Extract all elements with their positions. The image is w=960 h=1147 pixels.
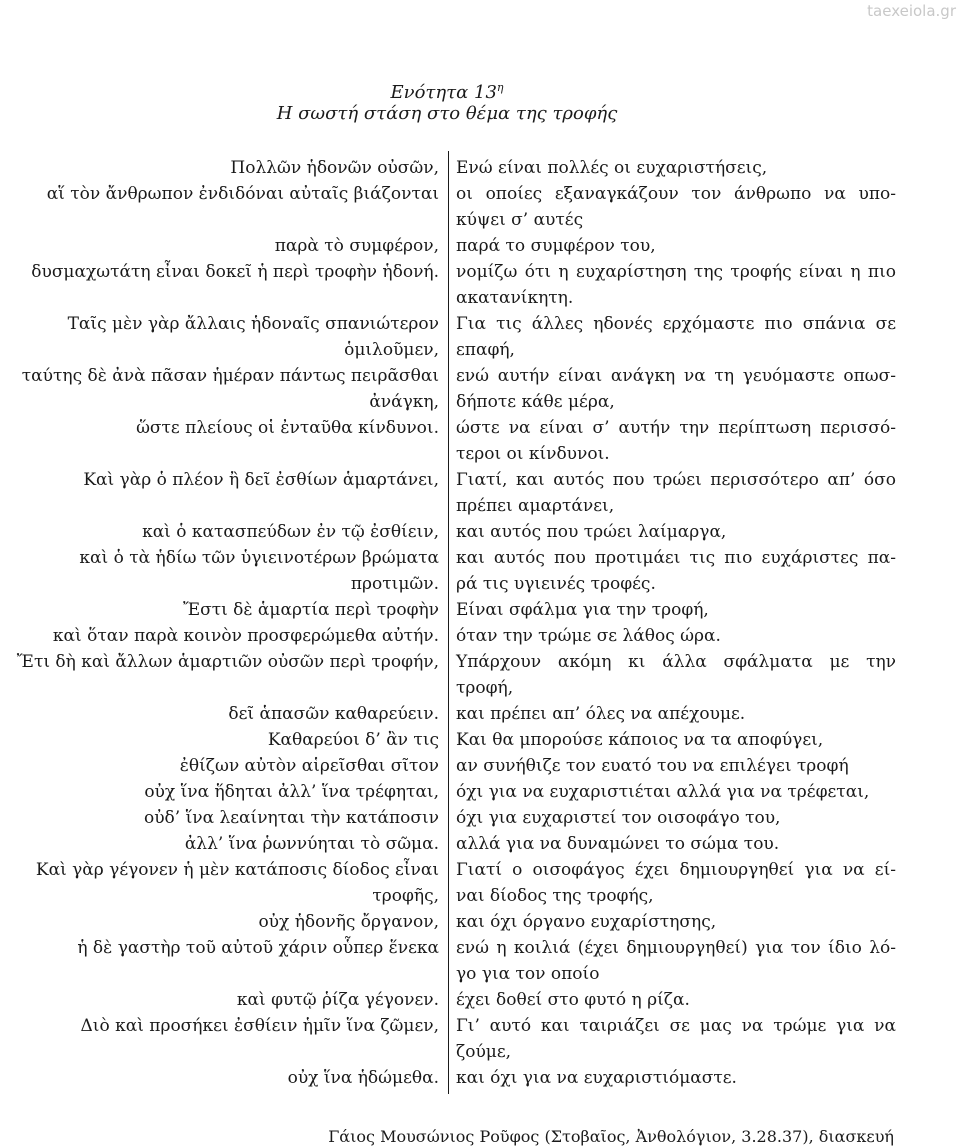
translation-line: όταν την τρώμε σε λάθος ώρα. <box>456 626 721 646</box>
translation-line: όχι για ευχαριστεί τον οισοφάγο του, <box>456 808 781 828</box>
ancient-line: οὐχ ἡδονῆς ὄργανον, <box>258 912 439 932</box>
ancient-line: Καὶ γὰρ ὁ πλέον ἢ δεῖ ἐσθίων ἁμαρτάνει, <box>83 470 439 490</box>
translation-line: δήποτε κάθε μέρα, <box>456 392 615 412</box>
ancient-line: ἀλλ’ ἵνα ῥωννύηται τὸ σῶμα. <box>184 834 439 854</box>
translation-line: όχι για να ευχαριστιέται αλλά για να τρέφεται, <box>456 782 870 802</box>
translation-line: ενώ η κοιλιά (έχει δημιουργηθεί) για τον ίδιο λό- <box>456 938 896 958</box>
translation-line: ακατανίκητη. <box>456 288 574 308</box>
translation-line: και όχι όργανο ευχαρίστησης, <box>456 912 717 932</box>
ancient-line: ἡ δὲ γαστὴρ τοῦ αὐτοῦ χάριν οὗπερ ἕνεκα <box>77 938 439 958</box>
ancient-line: αἵ τὸν ἄνθρωπον ἐνδιδόναι αὐταῖς βιάζονται <box>46 184 439 204</box>
translation-line: οι οποίες εξαναγκάζουν τον άνθρωπο να υπο- <box>456 184 896 204</box>
ancient-line: καὶ ὅταν παρὰ κοινὸν προσφερώμεθα αὐτήν. <box>52 626 439 646</box>
ancient-line: Ἔτι δὴ καὶ ἄλλων ἁμαρτιῶν οὐσῶν περὶ τροφήν, <box>16 652 439 672</box>
ancient-line: Καθαρεύοι δ’ ἂν τις <box>267 730 439 750</box>
translation-line: τροφή, <box>456 678 514 698</box>
unit-label: Ενότητα 13 <box>390 82 497 103</box>
translation-line: Είναι σφάλμα για την τροφή, <box>456 600 709 620</box>
ancient-line: παρὰ τὸ συμφέρον, <box>274 236 439 256</box>
ancient-line: Ταῖς μὲν γὰρ ἄλλαις ἡδοναῖς σπανιώτερον <box>67 314 439 334</box>
translation-line: επαφή, <box>456 340 515 360</box>
translation-line: κύψει σ’ αυτές <box>456 210 584 230</box>
translation-line: αν συνήθιζε τον ευατό του να επιλέγει τροφή <box>456 756 849 776</box>
translation-line: παρά το συμφέρον του, <box>456 236 656 256</box>
translation-line: νομίζω ότι η ευχαρίστηση της τροφής είναι η πιο <box>456 262 896 282</box>
translation-line: και αυτός που τρώει λαίμαργα, <box>456 522 727 542</box>
ancient-line: προτιμῶν. <box>350 574 439 594</box>
ancient-line: Ἔστι δὲ ἁμαρτία περὶ τροφὴν <box>182 600 439 620</box>
translation-line: και όχι για να ευχαριστιόμαστε. <box>456 1068 737 1088</box>
ancient-line: ὁμιλοῦμεν, <box>344 340 439 360</box>
ancient-line: οὐχ ἵνα ἡδώμεθα. <box>287 1068 439 1088</box>
ancient-line: ταύτης δὲ ἀνὰ πᾶσαν ἡμέραν πάντως πειρᾶσθαι <box>21 366 439 386</box>
ancient-line: οὐχ ἵνα ἥδηται ἀλλ’ ἵνα τρέφηται, <box>144 782 439 802</box>
ancient-line: δεῖ ἁπασῶν καθαρεύειν. <box>228 704 439 724</box>
column-divider <box>448 151 449 1094</box>
ancient-line: ὥστε πλείους οἱ ἐνταῦθα κίνδυνοι. <box>136 418 439 438</box>
ancient-line: τροφῆς, <box>372 886 439 906</box>
ancient-line: ἐθίζων αὐτὸν αἱρεῖσθαι σῖτον <box>179 756 439 776</box>
ancient-line: καὶ ὁ κατασπεύδων ἐν τῷ ἐσθίειν, <box>142 522 439 542</box>
translation-line: ναι δίοδος της τροφής, <box>456 886 654 906</box>
translation-line: και πρέπει απ’ όλες να απέχουμε. <box>456 704 746 724</box>
ancient-line: Καὶ γὰρ γέγονεν ἡ μὲν κατάποσις δίοδος εἶναι <box>35 860 439 880</box>
translation-line: ώστε να είναι σ’ αυτήν την περίπτωση περισσό- <box>456 418 896 438</box>
translation-line: Γι’ αυτό και ταιριάζει σε μας να τρώμε για να <box>456 1016 896 1036</box>
ancient-line: καὶ ὁ τὰ ἡδίω τῶν ὑγιεινοτέρων βρώματα <box>79 548 439 568</box>
ancient-line: οὐδ’ ἵνα λεαίνηται τὴν κατάποσιν <box>143 808 439 828</box>
translation-line: έχει δοθεί στο φυτό η ρίζα. <box>456 990 690 1010</box>
translation-line: Ενώ είναι πολλές οι ευχαριστήσεις, <box>456 158 768 178</box>
site-watermark: taexeiola.gr <box>867 2 956 20</box>
translation-line: Γιατί, και αυτός που τρώει περισσότερο απ’ όσο <box>456 470 896 490</box>
translation-line: Υπάρχουν ακόμη κι άλλα σφάλματα με την <box>456 652 896 672</box>
translation-line: Για τις άλλες ηδονές ερχόμαστε πιο σπάνια σε <box>456 314 896 334</box>
translation-line: και αυτός που προτιμάει τις πιο ευχάριστες πα- <box>456 548 896 568</box>
translation-line: ρά τις υγιεινές τροφές. <box>456 574 656 594</box>
translation-line: ζούμε, <box>456 1042 512 1062</box>
unit-ordinal: η <box>496 81 504 94</box>
source-citation: Γάιος Μουσώνιος Ροῦφος (Στοβαῖος, Ἀνθολόγιον, 3.28.37), διασκευή <box>328 1127 894 1146</box>
translation-line: Και θα μπορούσε κάποιος να τα αποφύγει, <box>456 730 824 750</box>
translation-line: Γιατί ο οισοφάγος έχει δημιουργηθεί για να εί- <box>456 860 896 880</box>
translation-line: ενώ αυτήν είναι ανάγκη να τη γευόμαστε οπωσ- <box>456 366 896 386</box>
page-subtitle: Η σωστή στάση στο θέμα της τροφής <box>276 103 618 124</box>
ancient-line: Διὸ καὶ προσήκει ἐσθίειν ἡμῖν ἵνα ζῶμεν, <box>80 1016 439 1036</box>
translation-line: τεροι οι κίνδυνοι. <box>456 444 610 464</box>
translation-line: αλλά για να δυναμώνει το σώμα του. <box>456 834 780 854</box>
ancient-line: ἀνάγκη, <box>369 392 439 412</box>
ancient-line: δυσμαχωτάτη εἶναι δοκεῖ ἡ περὶ τροφὴν ἡδονή. <box>31 262 439 282</box>
translation-line: γο για τον οποίο <box>456 964 600 984</box>
ancient-line: καὶ φυτῷ ῥίζα γέγονεν. <box>236 990 439 1010</box>
ancient-line: Πολλῶν ἡδονῶν οὐσῶν, <box>230 158 439 178</box>
translation-line: πρέπει αμαρτάνει, <box>456 496 615 516</box>
